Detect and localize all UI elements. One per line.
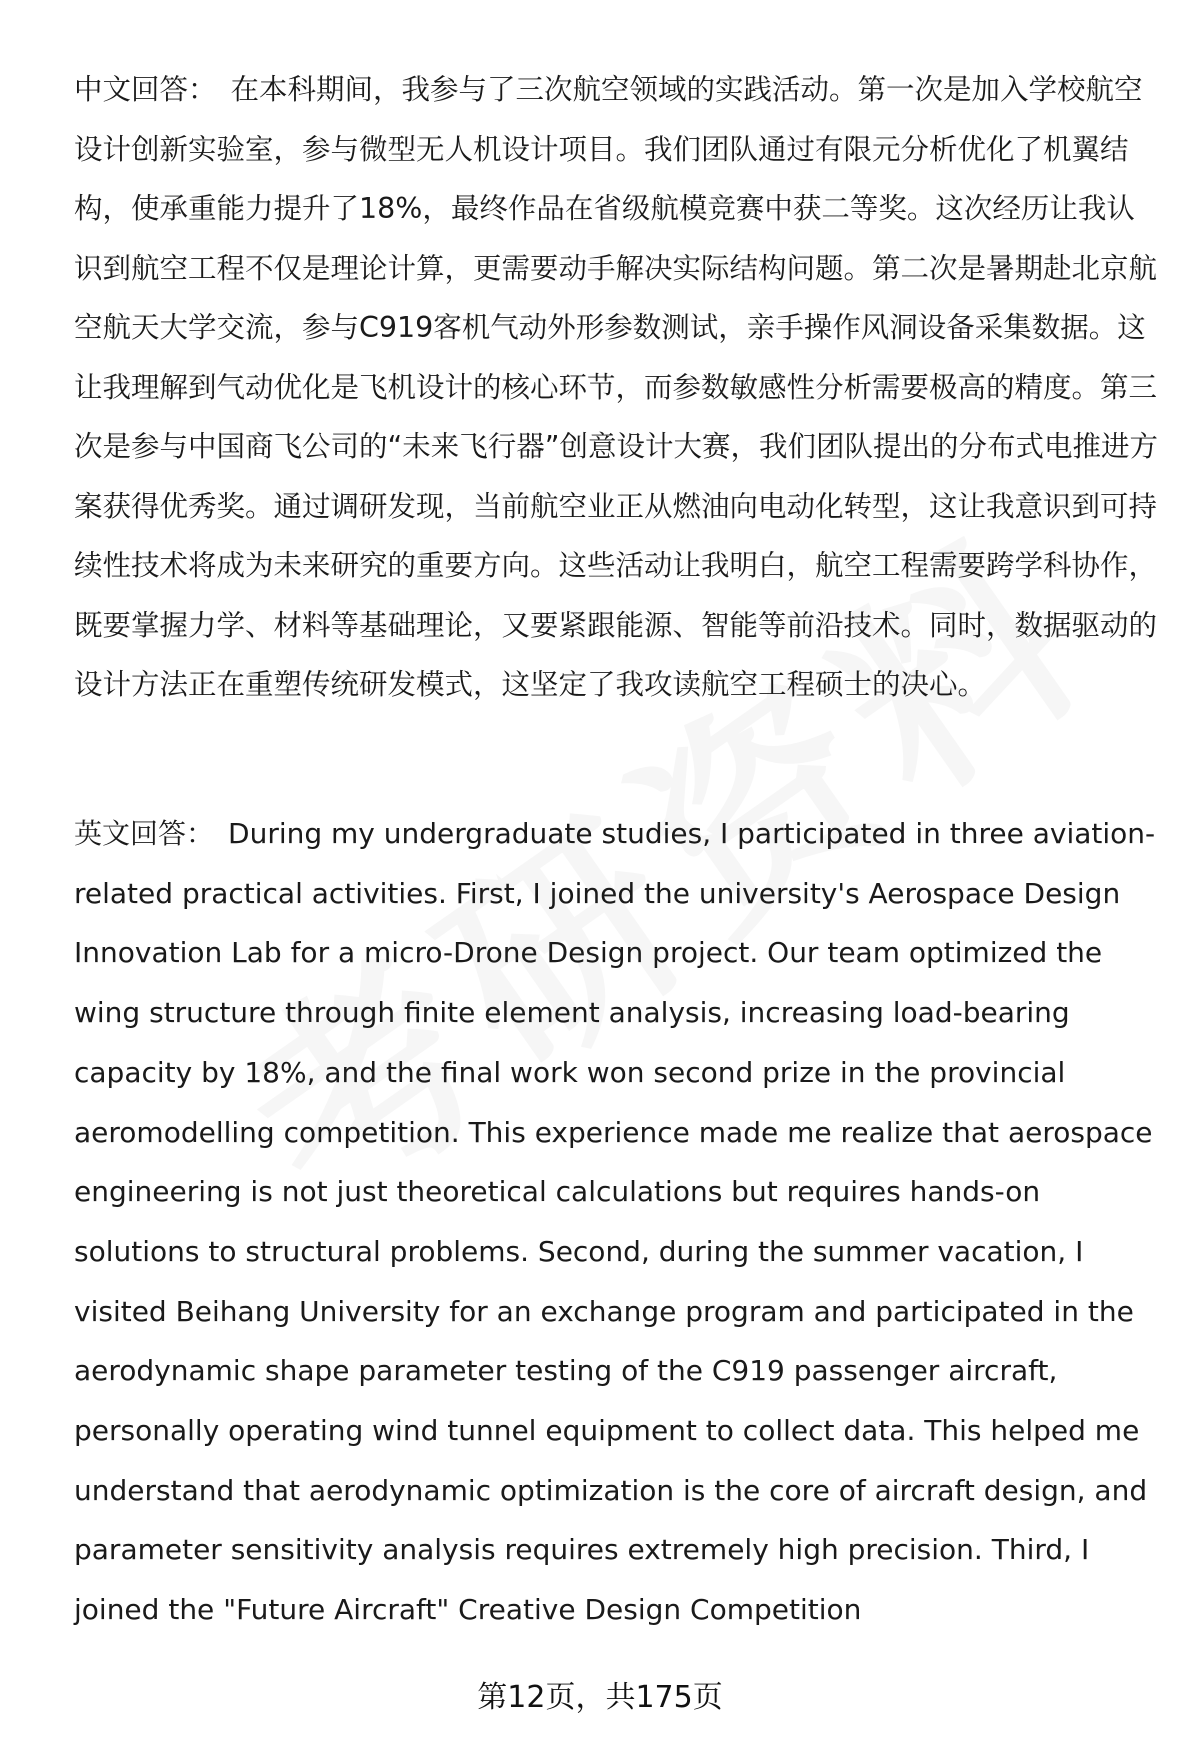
english-answer-paragraph	[74, 804, 1160, 1640]
english-answer-text: During my undergraduate studies, I participated in three aviation-related practical activities. First, I joined the university's Aerospace Design Innovation Lab for a micro-Drone Design project. Our team optimized the wing structure through finite element analysis, increasing load-bearing capacity by 18%, and the final work won second prize in the provincial aeromodelling competition. This experience made me realize that aerospace engineering is not just theoretical calculations but requires hands-on solutions to structural problems. Second, during the summer vacation, I visited Beihang University for an exchange program and participated in the aerodynamic shape parameter testing of the C919 passenger aircraft, personally operating wind tunnel equipment to collect data. This helped me understand that aerodynamic optimization is the core of aircraft design, and parameter sensitivity analysis requires extremely high precision. Third, I joined the "Future Aircraft" Creative Design Competition	[74, 817, 1156, 1627]
page-number-footer: 第12页，共175页	[477, 1680, 723, 1715]
chinese-answer-label: 中文回答：	[74, 73, 217, 106]
chinese-answer-paragraph	[74, 60, 1160, 715]
chinese-answer-text: 在本科期间，我参与了三次航空领域的实践活动。第一次是加入学校航空设计创新实验室，参与微型无人机设计项目。我们团队通过有限元分析优化了机翼结构，使承重能力提升了18%，最终作品在省级航模竞赛中获二等奖。这次经历让我认识到航空工程不仅是理论计算，更需要动手解决实际结构问题。第二次是暑期赴北京航空航天大学交流，参与C919客机气动外形参数测试，亲手操作风洞设备采集数据。这让我理解到气动优化是飞机设计的核心环节，而参数敏感性分析需要极高的精度。第三次是参与中国商飞公司的“未来飞行器”创意设计大赛，我们团队提出的分布式电推进方案获得优秀奖。通过调研发现，当前航空业正从燃油向电动化转型，这让我意识到可持续性技术将成为未来研究的重要方向。这些活动让我明白，航空工程需要跨学科协作，既要掌握力学、材料等基础理论，又要紧跟能源、智能等前沿技术。同时，数据驱动的设计方法正在重塑传统研发模式，这坚定了我攻读航空工程硕士的决心。	[74, 73, 1159, 701]
english-answer-label: 英文回答：	[74, 817, 215, 850]
